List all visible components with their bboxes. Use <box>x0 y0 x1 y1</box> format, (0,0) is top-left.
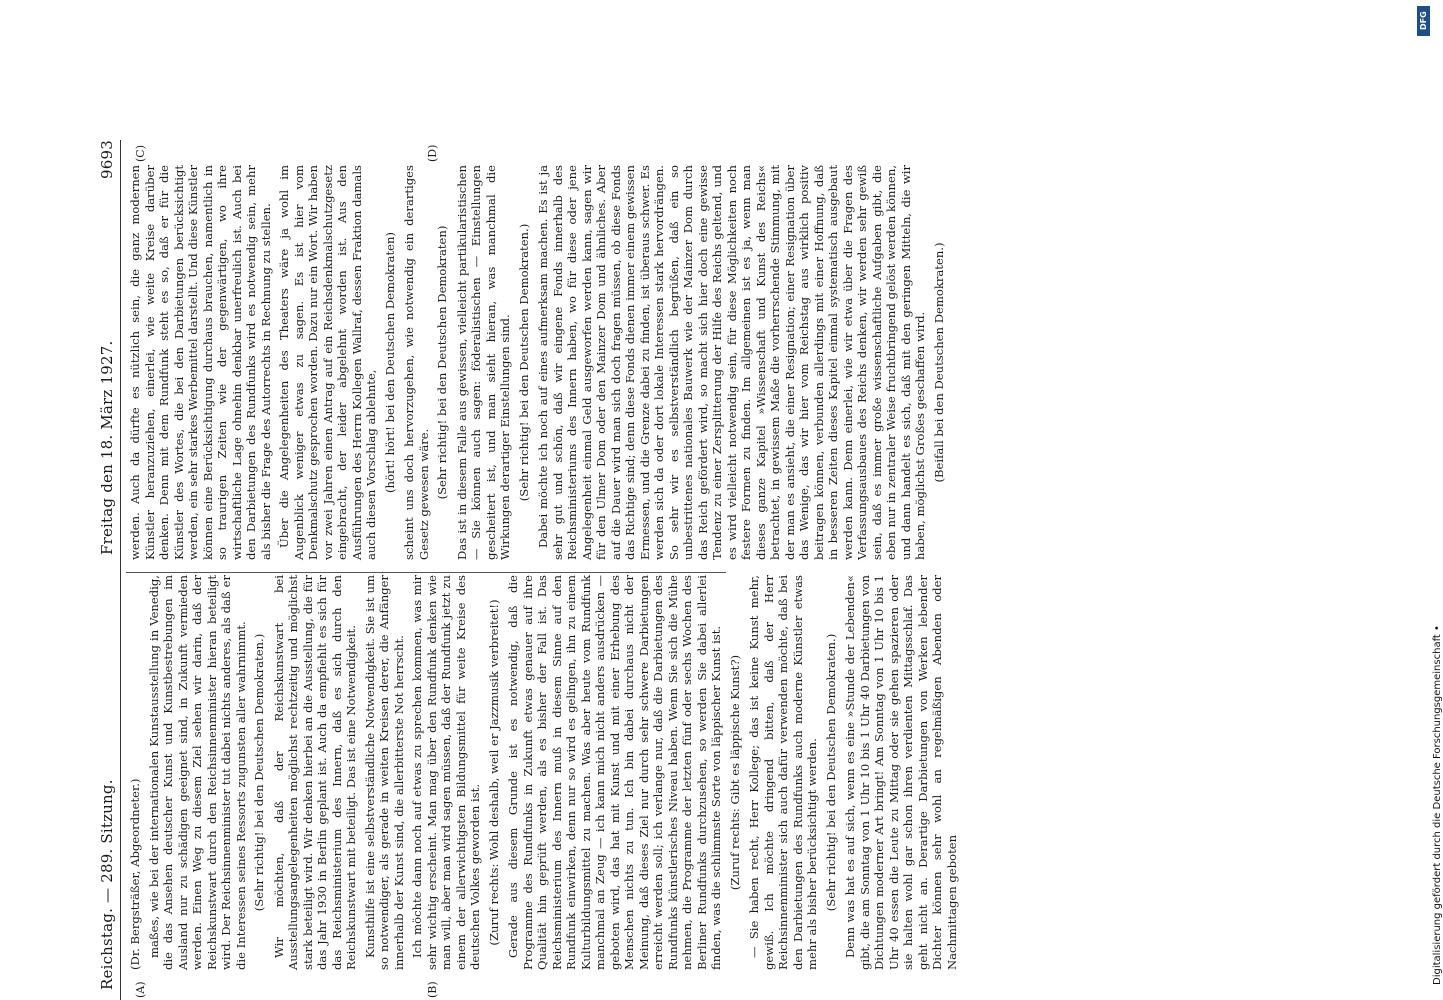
margin-mark-c: (C) <box>134 145 147 162</box>
interjection: (hört! hört! bei den Deutschen Demokraten) <box>382 232 397 493</box>
paragraph: Denn was hat es auf sich, wenn es eine »Stunde der Lebenden« gibt, die am Sonntag von 1 Uhr 10 bis 1 Uhr 40 Darbietungen von Dichtungen moderner Art bringt! Am Sonntag von 1 Uhr 10 bis 1 Uhr 40 essen die Leute zu Mittag oder sie gehen spazieren oder sie halten wohl gar schon ihren verdienten Mittagsschlaf. Das geht nicht an. Derartige Darbietungen von Werken lebender Dichter können sehr wohl an regelmäßigen Abenden oder Nachmittagen geboten <box>843 575 959 970</box>
interjection: (Zuruf rechts: Gibt es läppische Kunst?) <box>727 654 742 891</box>
margin-mark-a: (A) <box>134 981 147 998</box>
column-divider <box>126 572 726 573</box>
dfg-logo: DFG <box>1417 6 1430 36</box>
interjection: (Sehr richtig! bei den Deutschen Demokraten.) <box>516 223 531 502</box>
text-column-left <box>128 575 959 970</box>
header-left: Reichstag. — 289. Sitzung. <box>98 779 116 990</box>
digitization-credit <box>1414 0 1443 1000</box>
paragraph: Kunsthilfe ist eine selbstverständliche Notwendigkeit. Sie ist um so notwendiger, als gerade in weiten Kreisen derer, die Anfänger innerhalb der Kunst sind, die allerbitterste Not herrscht. <box>362 575 406 970</box>
page-number: 9693 <box>98 140 116 179</box>
paragraph: scheint uns doch hervorzugehen, wie notwendig ein derartiges Gesetz gewesen wäre. <box>402 165 431 560</box>
header-center: Freitag den 18. März 1927. <box>98 340 116 555</box>
interjection: (Sehr richtig! bei den Deutschen Demokraten.) <box>252 633 266 912</box>
margin-mark-d: (D) <box>426 144 439 162</box>
running-header <box>96 140 118 1000</box>
interjection: (Zuruf rechts: Wohl deshalb, weil er Jazzmusik verbreitet!) <box>486 599 501 946</box>
rotated-page <box>96 140 959 1000</box>
margin-mark-b: (B) <box>426 981 439 998</box>
paragraph: Gerade aus diesem Grunde ist es notwendig, daß die Programme des Rundfunks in Zukunft etwas genauer auf ihre Qualität hin geprüft werden, als es bisher der Fall ist. Das Reichsministerium des Innern muß in diesem Sinne auf den Rundfunk einwirken, denn nur so wird es gelingen, ihn zu einem Kulturbildungsmittel zu machen. Was aber heute vom Rundfunk manchmal an Zeug — ich kann mich nicht anders ausdrücken — geboten wird, das hat mit Kunst und mit einer Erhebung des Menschen nichts zu tun. Ich bin dabei durchaus nicht der Meinung, daß dieses Ziel nur durch sehr schwere Darbietungen erreicht werden soll; ich verlange nur, daß die Darbietungen des Rundfunks künstlerisches Niveau haben. Wenn Sie sich die Mühe nehmen, die Programme der letzten fünf oder sechs Wochen des Berliner Rundfunks durchzusehen, so werden Sie dabei allerlei finden, was die schlimmste Sorte von läppischer Kunst ist. <box>506 575 723 970</box>
paragraph: Das ist in diesem Falle aus gewissen, vielleicht partikularistischen — Sie können auch sagen: föderalistischen — Einstellungen gescheitert ist, und man sieht hieran, was manchmal die Wirkungen derartiger Einstellungen sind. <box>454 165 512 560</box>
credit-text: Digitalisierung gefördert durch die Deutsche Forschungsgemeinschaft • <box>1432 625 1443 985</box>
header-rule <box>120 140 121 1000</box>
paragraph: maßes, wie bei der internationalen Kunstausstellung in Venedig, die das Ansehen deutscher Kunst und Kunstbestrebungen im Ausland nur zu schädigen geeignet sind, in Zukunft vermieden werden. Einen Weg zu diesem Ziel sehen wir darin, daß der Reichskunstwart durch den Reichsinnenminister hieran beteiligt wird. Der Reichsinnenminister tut dabei nichts anderes, als daß er die Interessen seines Ressorts zugunsten aller wahrnimmt. <box>146 575 248 970</box>
interjection: (Beifall bei den Deutschen Demokraten.) <box>931 242 946 483</box>
paragraph: — Sie haben recht, Herr Kollege; das ist keine Kunst mehr, gewiß. Ich möchte dringend bitten, daß der Herr Reichsinnenminister sich auch dafür verwenden möchte, daß bei den Darbietungen des Rundfunks auch moderne Künstler etwas mehr als bisher berücksichtigt werden. <box>747 575 819 970</box>
paragraph: Dabei möchte ich noch auf eines aufmerksam machen. Es ist ja sehr gut und schön, daß wir eingene Fonds innerhalb des Reichsministeriums des Innern haben, wo für diese oder jene Angelegenheit einmal Geld ausgeworfen werden kann, sagen wir für den Ulmer Dom oder den Mainzer Dom und ähnliches. Aber auf die Dauer wird man sich doch fragen müssen, ob diese Fonds das Richtige sind; denn diese Fonds dienen immer einem gewissen Ermessen, und die Grenze dabei zu finden, ist überaus schwer. Es werden sich da oder dort lokale Interessen stark hervordrängen. So sehr wir es selbstverständlich begrüßen, daß ein so unbestrittenes nationales Bauwerk wie der Mainzer Dom durch das Reich gefördert wird, so macht sich hier doch eine gewisse Tendenz zu einer Zersplitterung der Hilfe des Reichs geltend, und es wird vielleicht notwendig sein, für diese Möglichkeiten noch festere Formen zu finden. Im allgemeinen ist es ja, wenn man dieses ganze Kapitel »Wissenschaft und Kunst des Reichs« betrachtet, in gewissem Maße die vorherrschende Stimmung, mit der man es ansieht, die einer Resignation; einer Resignation über das Wenige, das wir hier vom Reichstag aus wirklich positiv beitragen können, verbunden allerdings mit einer Hoffnung, daß in besseren Zeiten dieses Kapitel einmal systematisch ausgebaut werden kann. Denn einerlei, wie wir etwa über die Fragen des Verfassungsausbaues des Reichs denken, wir werden sehr gewiß sein, daß es immer große wissenschaftliche Aufgaben gibt, die eben nur in zentraler Weise fruchtbringend gelöst werden können, und dann handelt es sich, daß mit den geringen Mitteln, die wir haben, möglichst Großes geschaffen wird. <box>536 165 927 560</box>
paragraph: werden. Auch da dürfte es nützlich sein, die ganz modernen Künstler heranzuziehen, einerlei, wie weite Kreise darüber denken. Denn mit dem Rundfunk steht es so, daß er für die Künstler des Wortes, die bei den Darbietungen berücksichtigt werden, ein sehr starkes Werbemittel darstellt. Und diese Künstler können eine Berücksichtigung durchaus brauchen, namentlich in so traurigen Zeiten wie der gegenwärtigen, wo ihre wirtschaftliche Lage ohnehin denkbar unerfreulich ist. Auch bei den Darbietungen des Rundfunks wird es notwendig sein, mehr als bisher die Frage des Autorrechts in Rechnung zu stellen. <box>128 165 273 560</box>
paragraph: (Dr. Bergsträßer, Abgeordneter.) <box>128 778 142 970</box>
paragraph: Ich möchte dann noch auf etwas zu sprechen kommen, was mir sehr wichtig erscheint. Man mag über den Rundfunk denken wie man will, aber man wird sagen müssen, daß der Rundfunk jetzt zu einem der allerwichtigsten Bildungsmittel für weite Kreise des deutschen Volkes geworden ist. <box>410 575 482 970</box>
interjection: (Sehr richtig! bei den Deutschen Demokraten.) <box>823 633 838 912</box>
interjection: (Sehr richtig! bei den Deutschen Demokraten) <box>435 225 449 500</box>
paragraph: Über die Angelegenheiten des Theaters wäre ja wohl im Augenblick weniger etwas zu sagen. Es ist hier vom Denkmalschutz gesprochen worden. Dazu nur ein Wort. Wir haben vor zwei Jahren einen Antrag auf ein Reichsdenkmalschutzgesetz eingebracht, der leider abgelehnt worden ist. Aus den Ausführungen des Herrn Kollegen Wallraf, dessen Fraktion damals auch diesen Vorschlag ablehnte, <box>277 165 378 560</box>
paragraph: Wir möchten, daß der Reichskunstwart bei Ausstellungsangelegenheiten möglichst rechtzeitig und möglichst stark beteiligt wird. Wir denken hierbei an die Ausstellung, die für das Jahr 1930 in Berlin geplant ist. Auch da empfiehlt es sich für das Reichsministerium des Innern, daß es sich durch den Reichskunstwart mit beteiligt. Das ist eine Notwendigkeit. <box>271 575 358 970</box>
text-column-right <box>128 165 946 560</box>
